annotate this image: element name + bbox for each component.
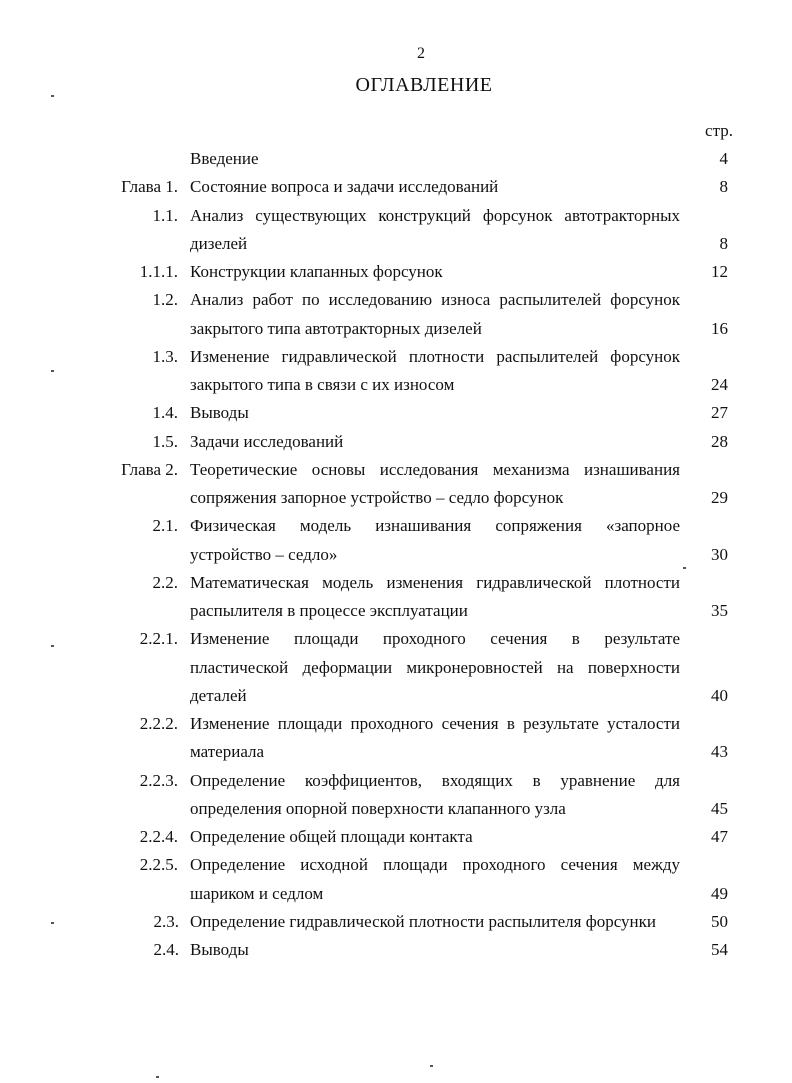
- toc-entry-1-4: [0, 399, 792, 427]
- toc-entry-number: 2.3.: [153, 911, 179, 931]
- page-title: ОГЛАВЛЕНИЕ: [355, 74, 493, 96]
- table-of-contents: [0, 145, 792, 964]
- scan-speck: [51, 922, 54, 924]
- toc-entry-page: 12: [711, 262, 728, 281]
- toc-entry-page: 29: [711, 488, 728, 507]
- toc-entry-number: 1.4.: [152, 403, 178, 423]
- toc-entry-page: 4: [719, 149, 728, 168]
- toc-entry-page: 45: [711, 798, 728, 818]
- toc-entry-number: 2.2.4.: [139, 827, 178, 846]
- toc-entry-title: Изменение гидравлической плотности распылителей форсунок закрытого типа в связи с их износом: [190, 346, 680, 394]
- toc-entry-number: 2.1.: [152, 516, 178, 536]
- toc-entry-title: Определение исходной площади проходного сечения между шариком и седлом: [190, 855, 680, 903]
- toc-entry-title: Конструкции клапанных форсунок: [190, 262, 443, 281]
- toc-entry-title: Определение общей площади контакта: [190, 827, 473, 846]
- page-number: 2: [417, 45, 425, 62]
- page-column-header: стр.: [705, 121, 733, 140]
- toc-entry-introduction: [0, 145, 792, 173]
- toc-entry-2-2: [0, 569, 792, 626]
- toc-entry-number: 1.5.: [152, 431, 178, 451]
- toc-entry-title: Физическая модель изнашивания сопряжения «запорное устройство – седло»: [190, 516, 680, 564]
- toc-entry-number: 1.1.1.: [139, 262, 178, 281]
- scan-speck: [683, 567, 686, 569]
- toc-entry-chapter-2: [0, 456, 792, 513]
- toc-entry-page: 47: [711, 827, 728, 846]
- toc-entry-page: 30: [711, 544, 728, 564]
- scan-speck: [51, 95, 54, 97]
- toc-entry-number: 2.2.: [152, 572, 178, 592]
- toc-entry-2-3: [0, 908, 792, 936]
- toc-entry-number: 2.2.1.: [139, 629, 178, 649]
- toc-entry-page: 43: [711, 742, 728, 762]
- toc-entry-page: 27: [711, 403, 728, 423]
- toc-entry-page: 35: [711, 601, 728, 620]
- toc-entry-number: 2.2.5.: [139, 855, 178, 875]
- toc-entry-1-1: [0, 202, 792, 259]
- toc-entry-title: Задачи исследований: [190, 431, 344, 451]
- toc-entry-title: Выводы: [190, 403, 249, 423]
- toc-entry-page: 54: [711, 940, 728, 959]
- toc-entry-2-2-1: [0, 625, 792, 710]
- toc-entry-page: 50: [711, 911, 728, 931]
- scan-speck: [156, 1076, 159, 1078]
- toc-entry-1-3: [0, 343, 792, 400]
- toc-entry-title: Выводы: [190, 940, 249, 959]
- toc-entry-title: Анализ работ по исследованию износа распылителей форсунок закрытого типа автотракторных дизелей: [190, 290, 680, 338]
- toc-entry-title: Состояние вопроса и задачи исследований: [190, 177, 499, 197]
- toc-entry-number: 1.3.: [152, 346, 178, 366]
- toc-entry-title: Теоретические основы исследования механизма изнашивания сопряжения запорное устройство – седло форсунок: [190, 459, 680, 507]
- toc-entry-chapter-1: [0, 173, 792, 201]
- toc-entry-1-2: [0, 286, 792, 343]
- toc-entry-page: 40: [711, 685, 728, 705]
- toc-entry-title: Определение коэффициентов, входящих в уравнение для определения опорной поверхности клапанного узла: [190, 770, 680, 818]
- toc-entry-2-2-4: [0, 823, 792, 851]
- scan-speck: [430, 1065, 433, 1067]
- toc-entry-page: 8: [719, 177, 728, 197]
- toc-entry-2-2-5: [0, 851, 792, 908]
- toc-entry-title: Изменение площади проходного сечения в результате пластической деформации микронеровностей на поверхности деталей: [190, 629, 680, 705]
- toc-entry-page: 24: [711, 375, 728, 394]
- toc-entry-number: 2.2.2.: [139, 714, 178, 733]
- toc-entry-2-1: [0, 512, 792, 569]
- toc-entry-number: 2.4.: [153, 940, 179, 959]
- toc-entry-number: 2.2.3.: [139, 770, 178, 790]
- toc-entry-1-5: [0, 428, 792, 456]
- toc-entry-title: Определение гидравлической плотности распылителя форсунки: [190, 911, 657, 931]
- toc-entry-number: Глава 2.: [121, 459, 178, 479]
- toc-entry-2-2-2: [0, 710, 792, 767]
- scan-speck: [51, 370, 54, 372]
- toc-entry-1-1-1: [0, 258, 792, 286]
- toc-entry-page: 49: [711, 883, 728, 903]
- toc-entry-page: 16: [711, 318, 728, 338]
- toc-entry-title: Анализ существующих конструкций форсунок автотракторных дизелей: [190, 205, 680, 253]
- toc-entry-title: Изменение площади проходного сечения в результате усталости материала: [190, 714, 680, 762]
- toc-entry-number: 1.1.: [152, 205, 178, 225]
- toc-entry-title: Введение: [190, 149, 259, 168]
- toc-entry-title: Математическая модель изменения гидравлической плотности распылителя в процессе эксплуатации: [190, 572, 680, 620]
- toc-entry-page: 28: [711, 431, 728, 451]
- toc-entry-number: Глава 1.: [121, 177, 178, 197]
- toc-entry-page: 8: [719, 233, 728, 253]
- toc-entry-2-2-3: [0, 767, 792, 824]
- scan-speck: [51, 645, 54, 647]
- toc-entry-number: 1.2.: [152, 290, 178, 310]
- toc-entry-2-4: [0, 936, 792, 964]
